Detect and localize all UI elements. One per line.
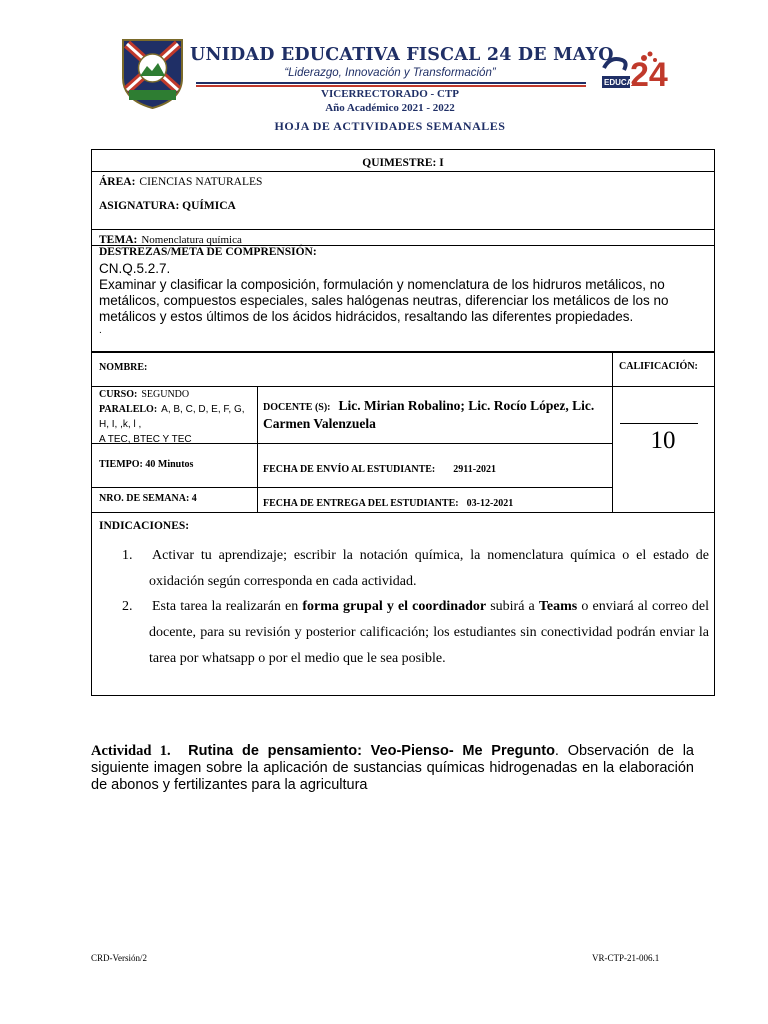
info-box xyxy=(91,149,715,352)
indicacion-2-part-c: subirá a xyxy=(486,599,539,614)
logo-text: EDUCA xyxy=(604,78,633,87)
activity-label: Actividad 1. xyxy=(91,743,171,759)
logo-number: 24 xyxy=(630,56,668,94)
fecha-entrega-cell xyxy=(263,493,513,511)
tema-value: Nomenclatura química xyxy=(141,234,242,246)
nombre-label: NOMBRE: xyxy=(99,362,148,373)
indicacion-number-2: 2. xyxy=(122,599,133,614)
fecha-envio-value: 2911-2021 xyxy=(453,464,497,475)
docente-cell xyxy=(263,398,603,432)
divider xyxy=(257,386,258,512)
indicacion-number-1: 1. xyxy=(122,548,133,563)
paralelo-value: A, B, C, D, E, F, G, H, I, ,k, l , xyxy=(99,404,245,430)
activity-text: . Observación de la siguiente imagen sobre la aplicación de sustancias químicas hidrogenadas en la elaboración de abonos y fertilizantes para la agricultura xyxy=(91,743,694,793)
destrezas-code: CN.Q.5.2.7. xyxy=(99,261,171,276)
footer-code: VR-CTP-21-006.1 xyxy=(592,953,660,963)
school-name: UNIDAD EDUCATIVA FISCAL 24 DE MAYO xyxy=(190,45,614,65)
area-row xyxy=(99,172,262,190)
vicerrectorado-label: VICERRECTORADO - CTP xyxy=(321,88,459,100)
destrezas-dot: . xyxy=(99,325,102,336)
header-rule-red xyxy=(196,85,586,87)
school-crest-logo xyxy=(121,38,184,110)
divider xyxy=(92,487,612,488)
sheet-title: HOJA DE ACTIVIDADES SEMANALES xyxy=(274,119,506,133)
grade-line xyxy=(620,423,698,424)
curso-cell xyxy=(99,386,254,446)
asignatura-label: ASIGNATURA: QUÍMICA xyxy=(99,200,236,212)
docente-label: DOCENTE (S): xyxy=(263,402,331,413)
paralelo-value-2: A TEC, BTEC Y TEC xyxy=(99,434,192,445)
fecha-envio-cell xyxy=(263,459,496,477)
tema-label: TEMA: xyxy=(99,234,138,246)
fecha-entrega-value: 03-12-2021 xyxy=(466,498,514,509)
indicaciones-title: INDICACIONES: xyxy=(99,520,190,532)
fecha-entrega-label: FECHA DE ENTREGA DEL ESTUDIANTE: xyxy=(263,498,459,509)
academic-year: Año Académico 2021 - 2022 xyxy=(325,102,455,114)
quimestre-label: QUIMESTRE: I xyxy=(362,157,444,169)
activity-rutina: Rutina de pensamiento: Veo-Pienso- Me Pregunto xyxy=(188,743,555,759)
indicacion-2-bold-teams: Teams xyxy=(538,599,578,614)
paralelo-label: PARALELO: xyxy=(99,404,158,415)
area-label: ÁREA: xyxy=(99,176,136,188)
student-info-table xyxy=(91,352,715,513)
indicacion-2-bold-grupal: forma grupal y el coordinador xyxy=(302,599,487,614)
destrezas-label: DESTREZAS/META DE COMPRENSIÓN: xyxy=(99,246,317,258)
header-rule-blue xyxy=(196,82,586,84)
curso-value: SEGUNDO xyxy=(141,389,190,400)
calificacion-value: 10 xyxy=(650,427,676,454)
indicacion-item-2 xyxy=(149,594,709,672)
indicacion-2-part-a: Esta tarea la realizarán en xyxy=(152,599,303,614)
school-motto: “Liderazgo, Innovación y Transformación” xyxy=(284,67,496,79)
calificacion-label: CALIFICACIÓN: xyxy=(619,361,698,372)
semana-label: NRO. DE SEMANA: 4 xyxy=(99,493,197,504)
indicacion-2-part-e: o enviará al correo del docente, para su revisión y posterior calificación; los estudiantes sin conectividad podrán enviar la tarea por whatsapp o por el medio que le sea posible. xyxy=(149,599,709,666)
indicacion-item-1: Activar tu aprendizaje; escribir la notación química, la nomenclatura química o el estado de oxidación según corresponda en cada actividad. xyxy=(149,548,709,589)
footer-version: CRD-Versión/2 xyxy=(91,953,147,963)
area-value: CIENCIAS NATURALES xyxy=(139,176,263,188)
curso-label: CURSO: xyxy=(99,389,138,400)
indicaciones-box xyxy=(91,512,715,696)
educa-24-logo xyxy=(600,48,668,96)
fecha-envio-label: FECHA DE ENVÍO AL ESTUDIANTE: xyxy=(263,464,436,475)
docente-value: Lic. Mirian Robalino; Lic. Rocío López, Lic. Carmen Valenzuela xyxy=(263,398,595,431)
destrezas-text: Examinar y clasificar la composición, formulación y nomenclatura de los hidruros metálicos, no metálicos, compuestos especiales, sales halógenas neutras, diferenciar los metálicos de los no metálicos y estos últimos de los ácidos hidrácidos, resaltando las diferentes propiedades. xyxy=(99,277,669,324)
tiempo-label: TIEMPO: 40 Minutos xyxy=(99,459,194,470)
activity-paragraph xyxy=(91,743,694,794)
